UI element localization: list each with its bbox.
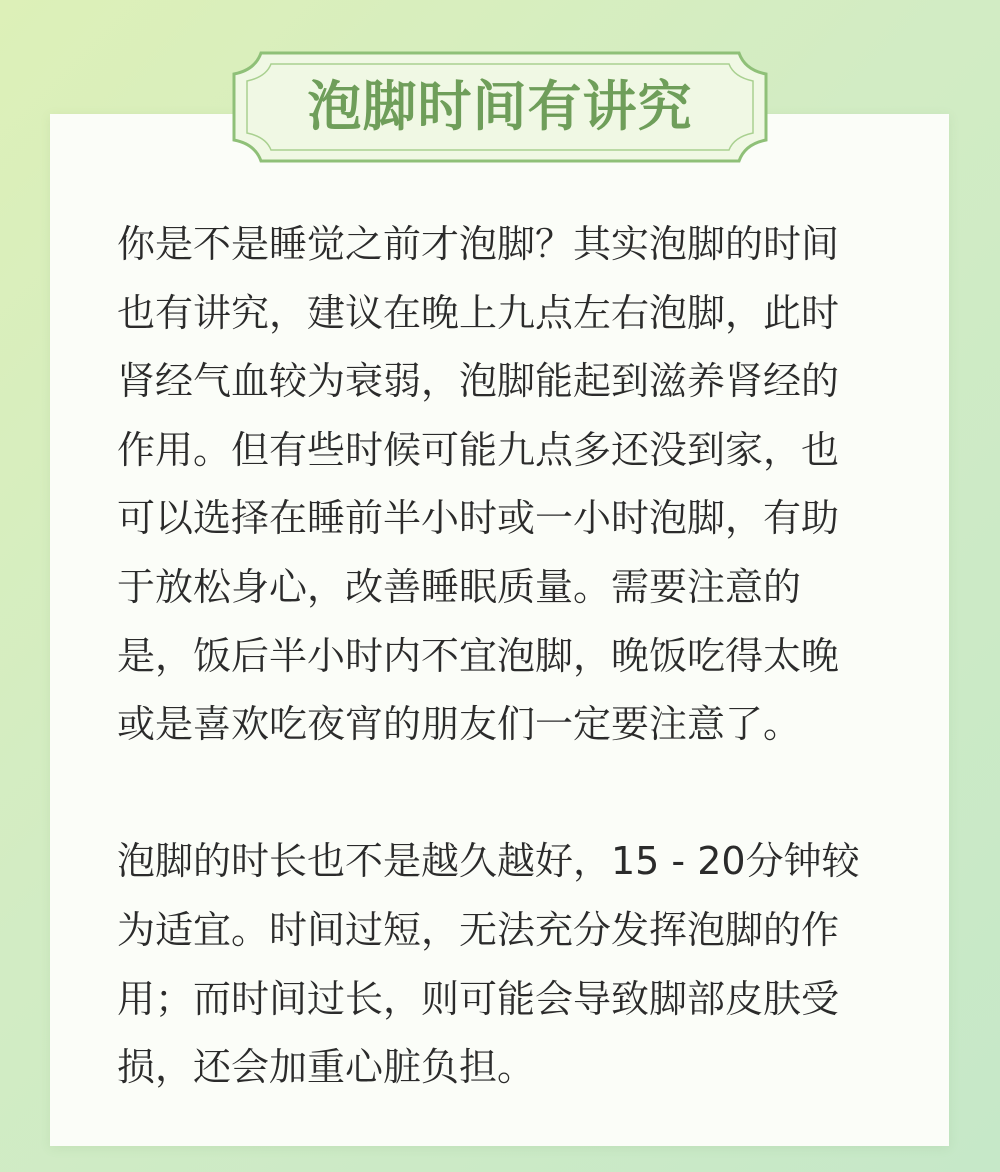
title-badge [231, 50, 769, 164]
page-title: 泡脚时间有讲究 [307, 75, 693, 138]
paragraph-2 [117, 827, 887, 1101]
article-body [117, 210, 887, 1102]
text-line: 于放松身心，改善睡眠质量。需要注意的 [117, 564, 802, 609]
text-line: 也有讲究，建议在晚上九点左右泡脚，此时 [117, 290, 840, 335]
text-line: 是，饭后半小时内不宜泡脚，晚饭吃得太晚 [117, 633, 840, 678]
text-line: 你是不是睡觉之前才泡脚？其实泡脚的时间 [117, 222, 840, 266]
paragraph-1 [117, 210, 887, 759]
text-line: 为适宜。时间过短，无法充分发挥泡脚的作 [117, 907, 840, 952]
text-line: 或是喜欢吃夜宵的朋友们一定要注意了。 [117, 702, 802, 747]
text-line: 用；而时间过长，则可能会导致脚部皮肤受 [117, 976, 840, 1021]
text-line: 可以选择在睡前半小时或一小时泡脚，有助 [117, 496, 840, 541]
text-line: 泡脚的时长也不是越久越好，15 - 20分钟较 [117, 839, 860, 884]
text-line: 损，还会加重心脏负担。 [117, 1045, 536, 1090]
text-line: 肾经气血较为衰弱，泡脚能起到滋养肾经的 [117, 359, 840, 404]
text-line: 作用。但有些时候可能九点多还没到家，也 [117, 427, 840, 472]
